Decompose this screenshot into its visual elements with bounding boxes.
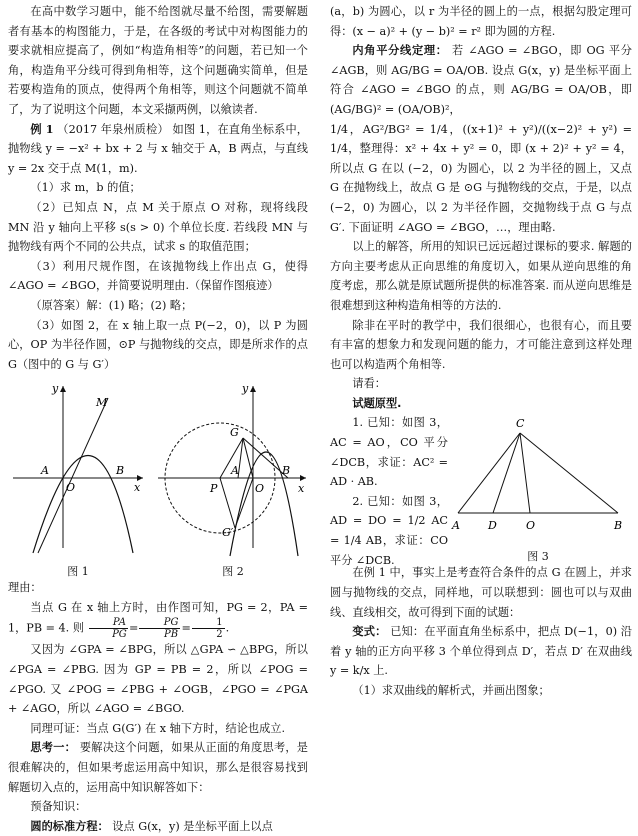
figure-3-graph [448,413,628,543]
fig3-label-c: C [516,417,525,431]
figure-2-graph [158,378,308,558]
paragraph-4: 在例 1 中，事实上是考查符合条件的点 G 在圆上，并求圆与抛物线的交点，同样地，可以联想到：圆也可以与双曲线、直线相交，故可得到下面的试题： [330,566,632,619]
prototype-1: 1. 已知：如图 3，AC = AO，CO 平分 ∠DCB，求证：AC² = AD · AB. [330,416,448,489]
figure-3-caption: 图 3 [527,550,549,564]
example-1-text: 如图 1，在直角坐标系中，抛物线 y = −x² + bx + 2 与 x 轴交于 A，B 两点，与直线 y = 2x 交于点 M(1，m). [8,122,308,175]
fig1-label-b: B [116,464,125,478]
question-2: （2）已知点 N，点 M 关于原点 O 对称，现将线段 MN 沿 y 轴向上平移 s(s > 0) 个单位长度. 若线段 MN 与抛物线有两个不同的公共点，试求 s 的取值范围； [8,200,308,254]
fig1-label-a: A [41,464,49,478]
prep-knowledge: 预备知识： [30,800,87,814]
fig2-label-o: O [255,482,265,496]
left-column [8,2,308,836]
example-1 [8,120,308,179]
figure-2 [158,378,308,578]
reason-1-text: 当点 G 在 x 轴上方时，由作图可知，PG = 2，PA = 1，PB = 4. 则 [8,600,308,635]
figure-3 [448,413,628,564]
reason-1-tail: 又因为 ∠GPA = ∠BPG，所以 △GPA ∽ △BPG，所以 ∠PGA = ∠PBG. 因为 GP = PB = 2，所以 ∠POG = ∠PGO. 又 ∠POG = ∠PBG + ∠OGB，∠PGO = ∠PGA + ∠AGO，所以 ∠AGO = ∠BGO. [8,643,308,716]
right-column [330,2,632,701]
intro-paragraph: 在高中数学习题中，能不给图就尽量不给图，需要解题者有基本的构图能力，于是，在各级的考试中对构图能力的要求就相应提高了，例如“构造角相等”的问题，若已知一个角，构造角平分线可得到角相等，这个问题确实简单，但是若要构造角的顶点，使得两个角相等，则这个问题就不简单了，为了说明这个问题，本文采撷两例，以飨读者. [8,5,308,116]
figure-3-block [330,413,632,567]
think-1-text: 要解决这个问题，如果从正面的角度思考，是很难解决的，但如果考虑运用高中知识，那么是很容易找到解题切入点的，运用高中知识解答如下： [8,741,308,794]
figure-1-caption: 图 1 [67,564,89,578]
bisector-text: 若 ∠AGO = ∠BGO，即 OG 平分 ∠AGB，则 AG/BG = OA/OB. 设点 G(x，y) 是坐标平面上符合 ∠AGO = ∠BGO 的点，则 AG/BG = OA/OB，即 (AG/BG)² = (OA/OB)²， [330,44,632,116]
figure-1-graph [8,378,148,558]
fig3-label-b: B [614,519,623,533]
paragraph-2: 以上的解答，所用的知识已远远超过课标的要求. 解题的方向主要考虑从正向思维的角度切入，如果从逆向思维的角度考虑，那么就是原试题所提供的标准答案. 而从逆向思维是很难想到这种构造角相等的方法的. [330,240,632,312]
fig2-label-b: B [282,464,291,478]
variant-text: 已知：在平面直角坐标系中，把点 D(−1，0) 沿着 y 轴的正方向平移 3 个单位得到点 D′，若点 D′ 在双曲线 y = k/x 上. [330,625,632,678]
fig1-label-o: O [66,481,76,495]
circle-equation [8,817,308,836]
question-1: （1）求 m，b 的值； [30,181,141,195]
question-3: （3）利用尺规作图，在该抛物线上作出点 G，使得 ∠AGO = ∠BGO，并简要说明理由.（保留作图痕迹） [8,259,308,293]
fig2-label-a: A [231,464,239,478]
solution-1-2: （原答案）解：(1) 略；(2) 略； [30,298,193,312]
prototype-label: 试题原型. [352,396,402,410]
fig3-label-d: D [488,519,497,533]
fig3-label-a: A [452,519,460,533]
variant [330,622,632,681]
circle-equation-label: 圆的标准方程： [30,819,109,833]
circle-equation-text: 设点 G(x，y) 是坐标平面上以点 [112,819,273,833]
reason-1: 当点 G 在 x 轴上方时，由作图可知，PG = 2，PA = 1，PB = 4. 则 $\frac{PA}{PG}$ = $\frac{PG}{PB}$ = $\frac{1}{2}$ . [8,600,308,641]
ratio-pg-pb: $\frac{PG}{PB}$ [139,617,180,640]
reason-label: 理由： [8,581,42,595]
fig1-label-x: x [134,481,141,495]
bisector-theorem [330,41,632,119]
fig2-label-g: G [230,426,239,440]
derivation: 1/4，AG²/BG² = 1/4，((x+1)² + y²)/((x−2)² + y²) = 1/4，整理得：x² + 4x + y² = 0，即 (x + 2)² + y² = 4，所以点 G 在以 (−2，0) 为圆心，以 2 为半径的圆上，又点 G 在抛物线上，故点 G 是 ⊙G 与抛物线的交点，于是，以点 (−2，0) 为圆心，以 2 为半径作圆，交抛物线于点 G 与点 G′. 下面证明 ∠AGO = ∠BGO，…，理由略. [330,122,632,234]
reason-2: 同理可证：当点 G(G′) 在 x 轴下方时，结论也成立. [30,721,286,735]
solution-3: （3）如图 2，在 x 轴上取一点 P(−2，0)，以 P 为圆心，OP 为半径作圆，⊙P 与抛物线的交点，即是所求作的点 G（图中的 G 与 G′） [8,318,308,371]
think-1-label: 思考一： [30,741,77,755]
fig2-label-y: y [242,382,249,396]
prototype-problems [330,413,448,570]
ratio-half: $\frac{1}{2}$ [192,617,225,640]
figure-1 [8,378,148,578]
prototype-2: 2. 已知：如图 3，AD = DO = 1/2 AC = 1/4 AB，求证：CO 平分 ∠DCB. [330,494,448,567]
figures-1-2 [8,378,308,578]
fig3-label-o: O [526,519,536,533]
circle-equation-cont: (a，b) 为圆心，以 r 为半径的圆上的一点，根据勾股定理可得：(x − a)² + (y − b)² = r² 即为圆的方程. [330,5,632,38]
fig2-label-p: P [210,482,218,496]
example-1-label: 例 1 [30,121,54,136]
fig2-label-g-prime: G′ [222,526,234,540]
fig1-label-y: y [52,382,59,396]
paragraph-3: 除非在平时的教学中，我们很细心，也很有心，而且要有丰富的想象力和发现问题的能力，才可能注意到这样处理也可以构造两个角相等. [330,318,632,371]
variant-question-1: （1）求双曲线的解析式，并画出图象； [352,684,550,698]
fig1-label-m: M [96,396,108,410]
example-1-source: （2017 年泉州质检） [57,122,169,136]
bisector-label: 内角平分线定理： [352,44,448,58]
variant-label: 变式： [352,625,387,639]
figure-2-caption: 图 2 [222,564,244,578]
fig2-label-x: x [298,482,305,496]
ratio-pa-pg: $\frac{PA}{PG}$ [89,617,128,640]
ask-label: 请看： [352,377,386,391]
